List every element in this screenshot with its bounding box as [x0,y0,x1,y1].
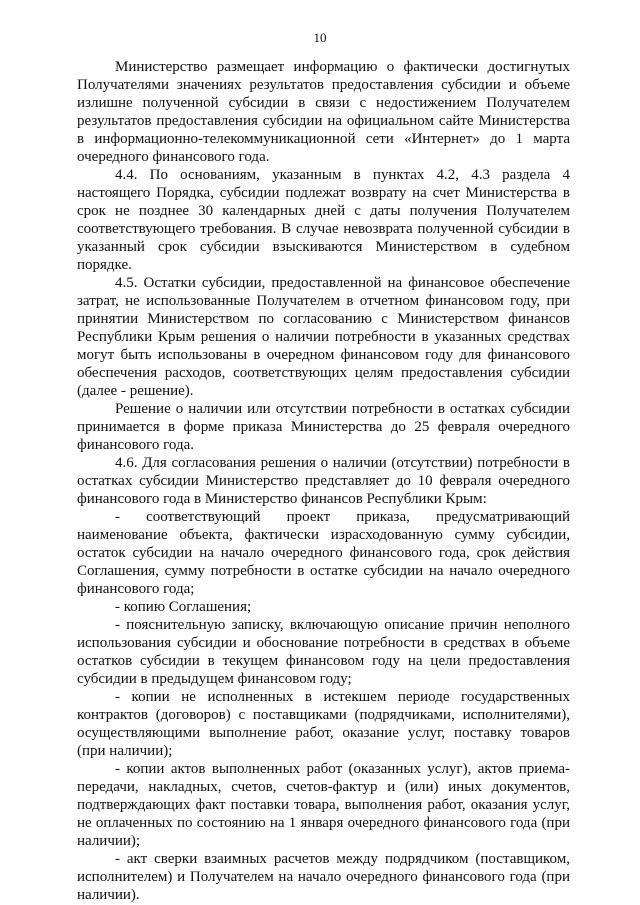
paragraph-4-5: 4.5. Остатки субсидии, предоставленной на финансовое обеспечение затрат, не использованные Получателем в отчетном финансовом году, при принятии Министерством по согласованию с Министерством финансов Республики Крым решения о наличии потребности в указанных средствах могут быть использованы в очередном финансовом году для финансового обеспечения расходов, соответствующих целям предоставления субсидии (далее - решение). [77,275,570,399]
list-item-explanatory-note: - пояснительную записку, включающую описание причин неполного использования субсидии и обоснование потребности в средствах в объеме остатков субсидии в текущем финансовом году на цели предоставления субсидии в предыдущем финансовом году; [77,617,570,687]
document-body [77,58,570,904]
list-item-agreement-copy: - копию Соглашения; [115,599,252,615]
page-number: 10 [313,30,327,45]
list-item-contract-copies: - копии не исполненных в истекшем периоде государственных контрактов (договоров) с поставщиками (подрядчиками, исполнителями), осуществляющими выполнение работ, оказание услуг, поставку товаров (при наличии); [77,689,570,759]
paragraph-ministry-info: Министерство размещает информацию о фактически достигнутых Получателями значениях результатов предоставления субсидии и объеме излишне полученной субсидии в связи с недостижением Получателем результатов предоставления субсидии на официальном сайте Министерства в информационно-телекоммуникационной сети «Интернет» до 1 марта очередного финансового года. [77,59,570,165]
list-item-acts-copies: - копии актов выполненных работ (оказанных услуг), актов приема-передачи, накладных, счетов, счетов-фактур и (или) иных документов, подтверждающих факт поставки товара, выполнения работ, оказания услуг, не оплаченных по состоянию на 1 января очередного финансового года (при наличии); [77,761,570,849]
paragraph-4-6: 4.6. Для согласования решения о наличии (отсутствии) потребности в остатках субсидии Министерство представляет до 10 февраля очередного финансового года в Министерство финансов Республики Крым: [77,455,570,507]
list-item-reconciliation-act: - акт сверки взаимных расчетов между подрядчиком (поставщиком, исполнителем) и Получателем на начало очередного финансового года (при наличии). [77,851,570,903]
list-item-draft-order: - соответствующий проект приказа, предусматривающий наименование объекта, фактически израсходованную сумму субсидии, остаток субсидии на начало очередного финансового года, срок действия Соглашения, сумму потребности в остатке субсидии на начало очередного финансового года; [77,509,570,597]
paragraph-decision: Решение о наличии или отсутствии потребности в остатках субсидии принимается в форме приказа Министерства до 25 февраля очередного финансового года. [77,401,570,453]
paragraph-4-4: 4.4. По основаниям, указанным в пунктах 4.2, 4.3 раздела 4 настоящего Порядка, субсидии подлежат возврату на счет Министерства в срок не позднее 30 календарных дней с даты получения Получателем соответствующего требования. В случае невозврата полученной субсидии в указанный срок субсидии взыскиваются Министерством в судебном порядке. [77,167,570,273]
